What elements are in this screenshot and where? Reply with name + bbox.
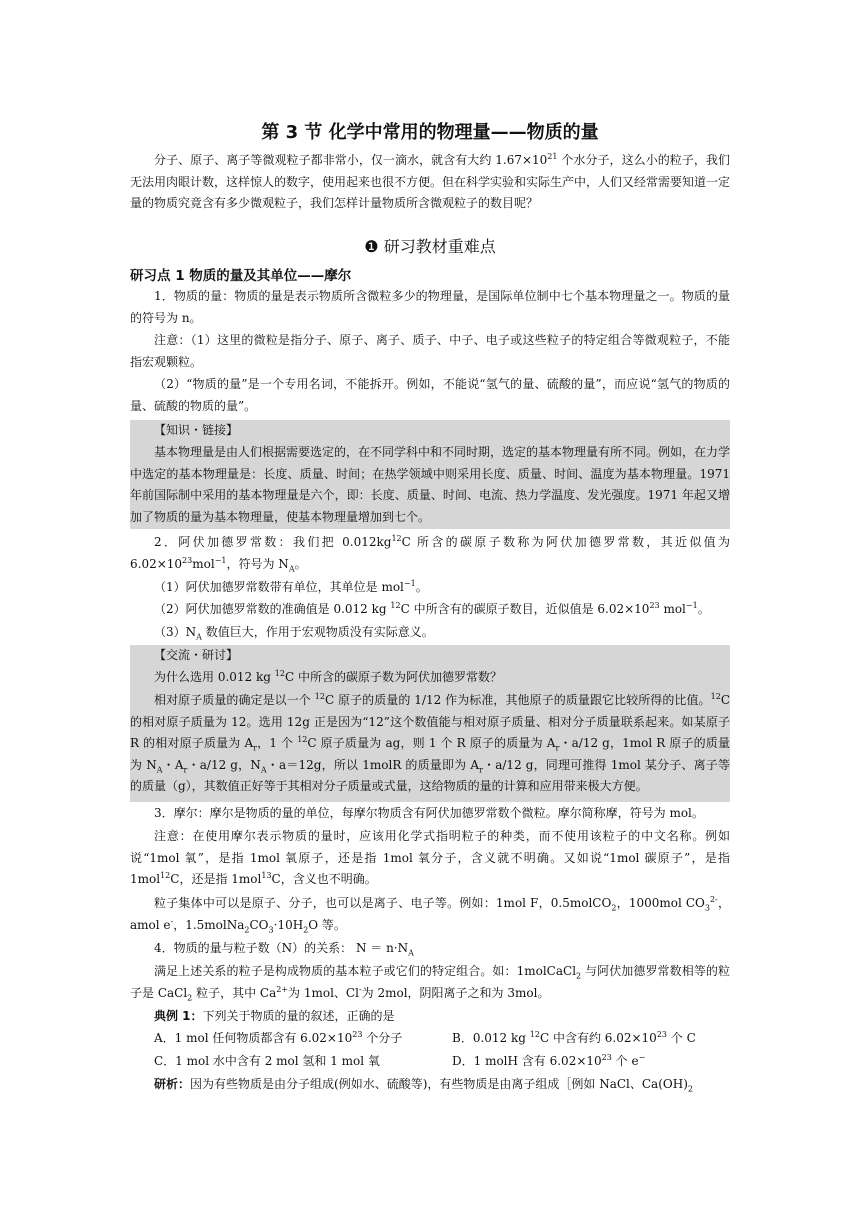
paragraph-7: $(3)N_A$ 数值巨大，作用于宏观物质没有实际意义。 xyxy=(154,625,434,642)
option-c: C．1 mol 水中含有 2 mol 氢和 1 mol 氧 xyxy=(154,1054,380,1068)
discussion-text: 相对原子质量的确定是以一个 $^{12}$C 原子的质量的 1/12 作为标准，其他原子的质量跟它比较所得的比值。$^{12}$C 的相对原子质量为 12。选用 12g 正是因为“12”这个数值能与相对原子质量、相对分子质量联系起来。如某原子 R 的相对原子质量为 $A_r$，1 个 $^{12}$C 原子质量为 ag，则 1 个 R 原子的质量为 $A_r$・a/12 g，1mol R 原子的质量为 $N_A$・$A_r$・a/12 g，$N_A$・a＝12g，所以 1molR 的质量即为 $A_r$・a/12 g，同理可推得 1mol 某分子、离子等的质量（g），其数值正好等于其相对分子质量或式量，这给物质的量的计算和应用带来极大方便。 xyxy=(130,692,730,794)
paragraph-4: 2．阿伏加德罗常数：我们把 $0.012kg^{12}C$ 所含的碳原子数称为阿伏加德罗常数，其近似值为 $6.02\times 10^{23}mol^{-1}$，符号为 $N_A$。 xyxy=(130,534,731,573)
example-question: 典例 1：下列关于物质的量的叙述，正确的是 xyxy=(154,1009,395,1023)
paragraph-9: 注意：在使用摩尔表示物质的量时，应该用化学式指明粒子的种类，而不使用该粒子的中文名称。例如说“1mol 氧”，是指 1mol 氧原子，还是指 1mol 氧分子，含义就不明确。又如说“1mol 碳原子”，是指 1mol$^{12}$C，还是指 1mol$^{13}$C，含义也不明确。 xyxy=(130,829,730,887)
discussion-question: 为什么选用 0.012 kg $^{12}$C 中所含的碳原子数为阿伏加德罗常数？ xyxy=(154,669,502,684)
paragraph-12: 满足上述关系的粒子是构成物质的基本粒子或它们的特定组合。如：1molCaCl$_2$ 与阿伏加德罗常数相等的粒子是 CaCl$_2$ 粒子，其中 $Ca^{2+}$为 1mol、Cl-为 2mol，阴阳离子之和为 3mol。 xyxy=(130,964,730,1002)
option-d: D．1 molH 含有 $6.02\times 10^{23}$ 个 e− xyxy=(452,1053,646,1068)
paragraph-6: （2）阿伏加德罗常数的准确值是 0.012 kg $^{12}$C 中所含有的碳原子数目，近似值是 $6.02\times 10^{23}$ mol$^{-1}$。 xyxy=(154,601,710,616)
analysis-text: 研析：因为有些物质是由分子组成(例如水、硫酸等)，有些物质是由离子组成［例如 NaCl、$Ca(OH)_2$ xyxy=(154,1077,693,1094)
paragraph-2: 注意：（1）这里的微粒是指分子、原子、离子、质子、中子、电子或这些粒子的特定组合等微观粒子，不能指宏观颗粒。 xyxy=(130,333,730,369)
subheading: 研习点 1 物质的量及其单位——摩尔 xyxy=(130,268,352,284)
discussion-label: 【交流・研讨】 xyxy=(154,648,239,662)
paragraph-11: 4．物质的量与粒子数（N）的关系： $N = n\cdot N_A$ xyxy=(154,941,414,958)
knowledge-link-label: 【知识・链接】 xyxy=(154,423,239,437)
paragraph-5: （1）阿伏加德罗常数带有单位，其单位是 mol$^{-1}$。 xyxy=(154,579,428,594)
paragraph-1: 1．物质的量：物质的量是表示物质所含微粒多少的物理量，是国际单位制中七个基本物理量之一。物质的量的符号为 n。 xyxy=(130,289,730,325)
option-b: B．0.012 kg $^{12}$C 中含有约 $6.02\times 10^{23}$ 个 C xyxy=(452,1030,696,1045)
intro-paragraph: 分子、原子、离子等微观粒子都非常小，仅一滴水，就含有大约 $1.67\times 10^{21}$ 个水分子，这么小的粒子，我们无法用肉眼计数，这样惊人的数字，使用起来也很不方便。但在科学实验和实际生产中，人们又经常需要知道一定量的物质究竟含有多少微观粒子，我们怎样计量物质所含微观粒子的数目呢？ xyxy=(130,152,731,211)
page-title: 第 3 节 化学中常用的物理量——物质的量 xyxy=(261,122,599,143)
paragraph-3: （2）“物质的量”是一个专用名词，不能拆开。例如，不能说“氢气的量、硫酸的量”，而应说“氢气的物质的量、硫酸的物质的量”。 xyxy=(130,377,730,413)
option-a: A．1 mol 任何物质都含有 $6.02\times 10^{23}$ 个分子 xyxy=(154,1030,403,1045)
section-heading: ❶ 研习教材重难点 xyxy=(364,237,496,256)
paragraph-8: 3．摩尔：摩尔是物质的量的单位，每摩尔物质含有阿伏加德罗常数个微粒。摩尔简称摩，符号为 mol。 xyxy=(154,806,704,820)
knowledge-link-text: 基本物理量是由人们根据需要选定的，在不同学科中和不同时期，选定的基本物理量有所不同。例如，在力学中选定的基本物理量是：长度、质量、时间；在热学领域中则采用长度、质量、时间、温度为基本物理量。1971 年前国际制中采用的基本物理量是六个，即：长度、质量、时间、电流、热力学温度、发光强度。1971 年起又增加了物质的量为基本物理量，使基本物理量增加到七个。 xyxy=(130,445,731,524)
paragraph-10: 粒子集体中可以是原子、分子，也可以是离子、电子等。例如：1mol F，0.5molCO$_2$，1000mol $CO_3^{2-}$，amol e-，$1.5molNa_2CO_3\cdot 10H_2O$ 等。 xyxy=(130,895,730,934)
